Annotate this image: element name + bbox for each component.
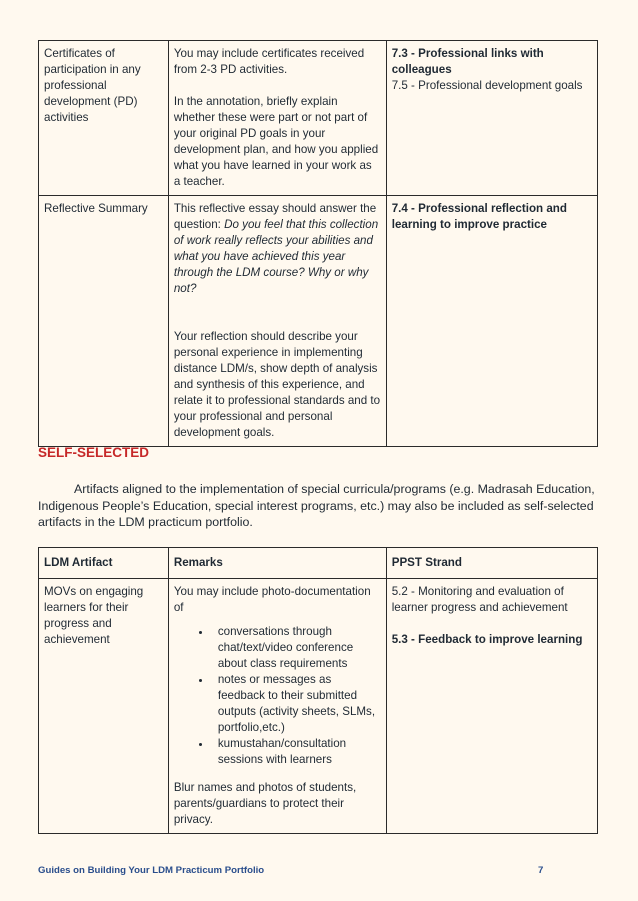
remarks-bullet-list — [174, 624, 381, 768]
section-title: SELF-SELECTED — [38, 445, 150, 460]
strand-normal: 7.5 - Professional development goals — [391, 79, 583, 92]
remarks-paragraph: Your reflection should describe your personal experience in implementing distance LDM/s, show depth of analysis and synthesis of this experience, and relate it to professional standards and to your professional and personal development goals. — [173, 330, 381, 439]
column-header: PPST Strand — [386, 548, 597, 579]
page-number: 7 — [538, 865, 544, 876]
list-item: • notes or messages as feedback to their submitted outputs (activity sheets, SLMs, portfolio,etc.) — [212, 672, 381, 736]
remarks-cell — [168, 196, 386, 447]
remarks-paragraph: You may include certificates received from 2-3 PD activities. — [173, 47, 365, 76]
table-header-row — [39, 548, 598, 579]
remarks-cell — [168, 41, 386, 196]
column-header: LDM Artifact — [39, 548, 169, 579]
strand-bold: 7.4 - Professional reflection and learning to improve practice — [391, 202, 567, 231]
strand-normal: 5.2 - Monitoring and evaluation of learner progress and achievement — [391, 585, 568, 614]
strand-cell — [386, 579, 597, 834]
artifact-cell: Certificates of participation in any professional development (PD) activities — [39, 41, 169, 196]
self-selected-table — [38, 547, 598, 834]
remarks-paragraph: You may include photo-documentation of — [173, 585, 371, 614]
list-item: • conversations through chat/text/video conference about class requirements — [212, 624, 381, 672]
table-row — [39, 196, 598, 447]
list-item: • kumustahan/consultation sessions with learners — [212, 736, 381, 768]
strand-bold: 5.3 - Feedback to improve learning — [391, 633, 583, 646]
table-row — [39, 579, 598, 834]
artifacts-table-continued — [38, 40, 598, 447]
column-header: Remarks — [168, 548, 386, 579]
reflective-question: Do you feel that this collection of work really reflects your abilities and what you have achieved this year through the LDM course? Why or why not? — [173, 218, 379, 295]
artifact-cell: MOVs on engaging learners for their progress and achievement — [39, 579, 169, 834]
footer-title: Guides on Building Your LDM Practicum Portfolio — [38, 865, 265, 876]
remarks-paragraph: Blur names and photos of students, parents/guardians to protect their privacy. — [173, 781, 357, 826]
remarks-paragraph: In the annotation, briefly explain whether these were part or not part of your original PD goals in your development plan, and how you applied what you have learned in your work as a teacher. — [173, 95, 379, 188]
remarks-cell — [168, 579, 386, 834]
artifact-cell: Reflective Summary — [39, 196, 169, 447]
strand-bold: 7.3 - Professional links with colleagues — [391, 47, 544, 76]
strand-cell — [386, 41, 597, 196]
remarks-paragraph: This reflective essay should answer the question: Do you feel that this collection of work really reflects your abilities and what you have achieved this year through the LDM course? Why or why not? — [173, 202, 379, 295]
section-intro: Artifacts aligned to the implementation of special curricula/programs (e.g. Madrasah Education, Indigenous People’s Education, special interest programs, etc.) may also be included as self-selected artifacts in the LDM practicum portfolio. — [38, 482, 595, 529]
strand-cell — [386, 196, 597, 447]
table-row — [39, 41, 598, 196]
